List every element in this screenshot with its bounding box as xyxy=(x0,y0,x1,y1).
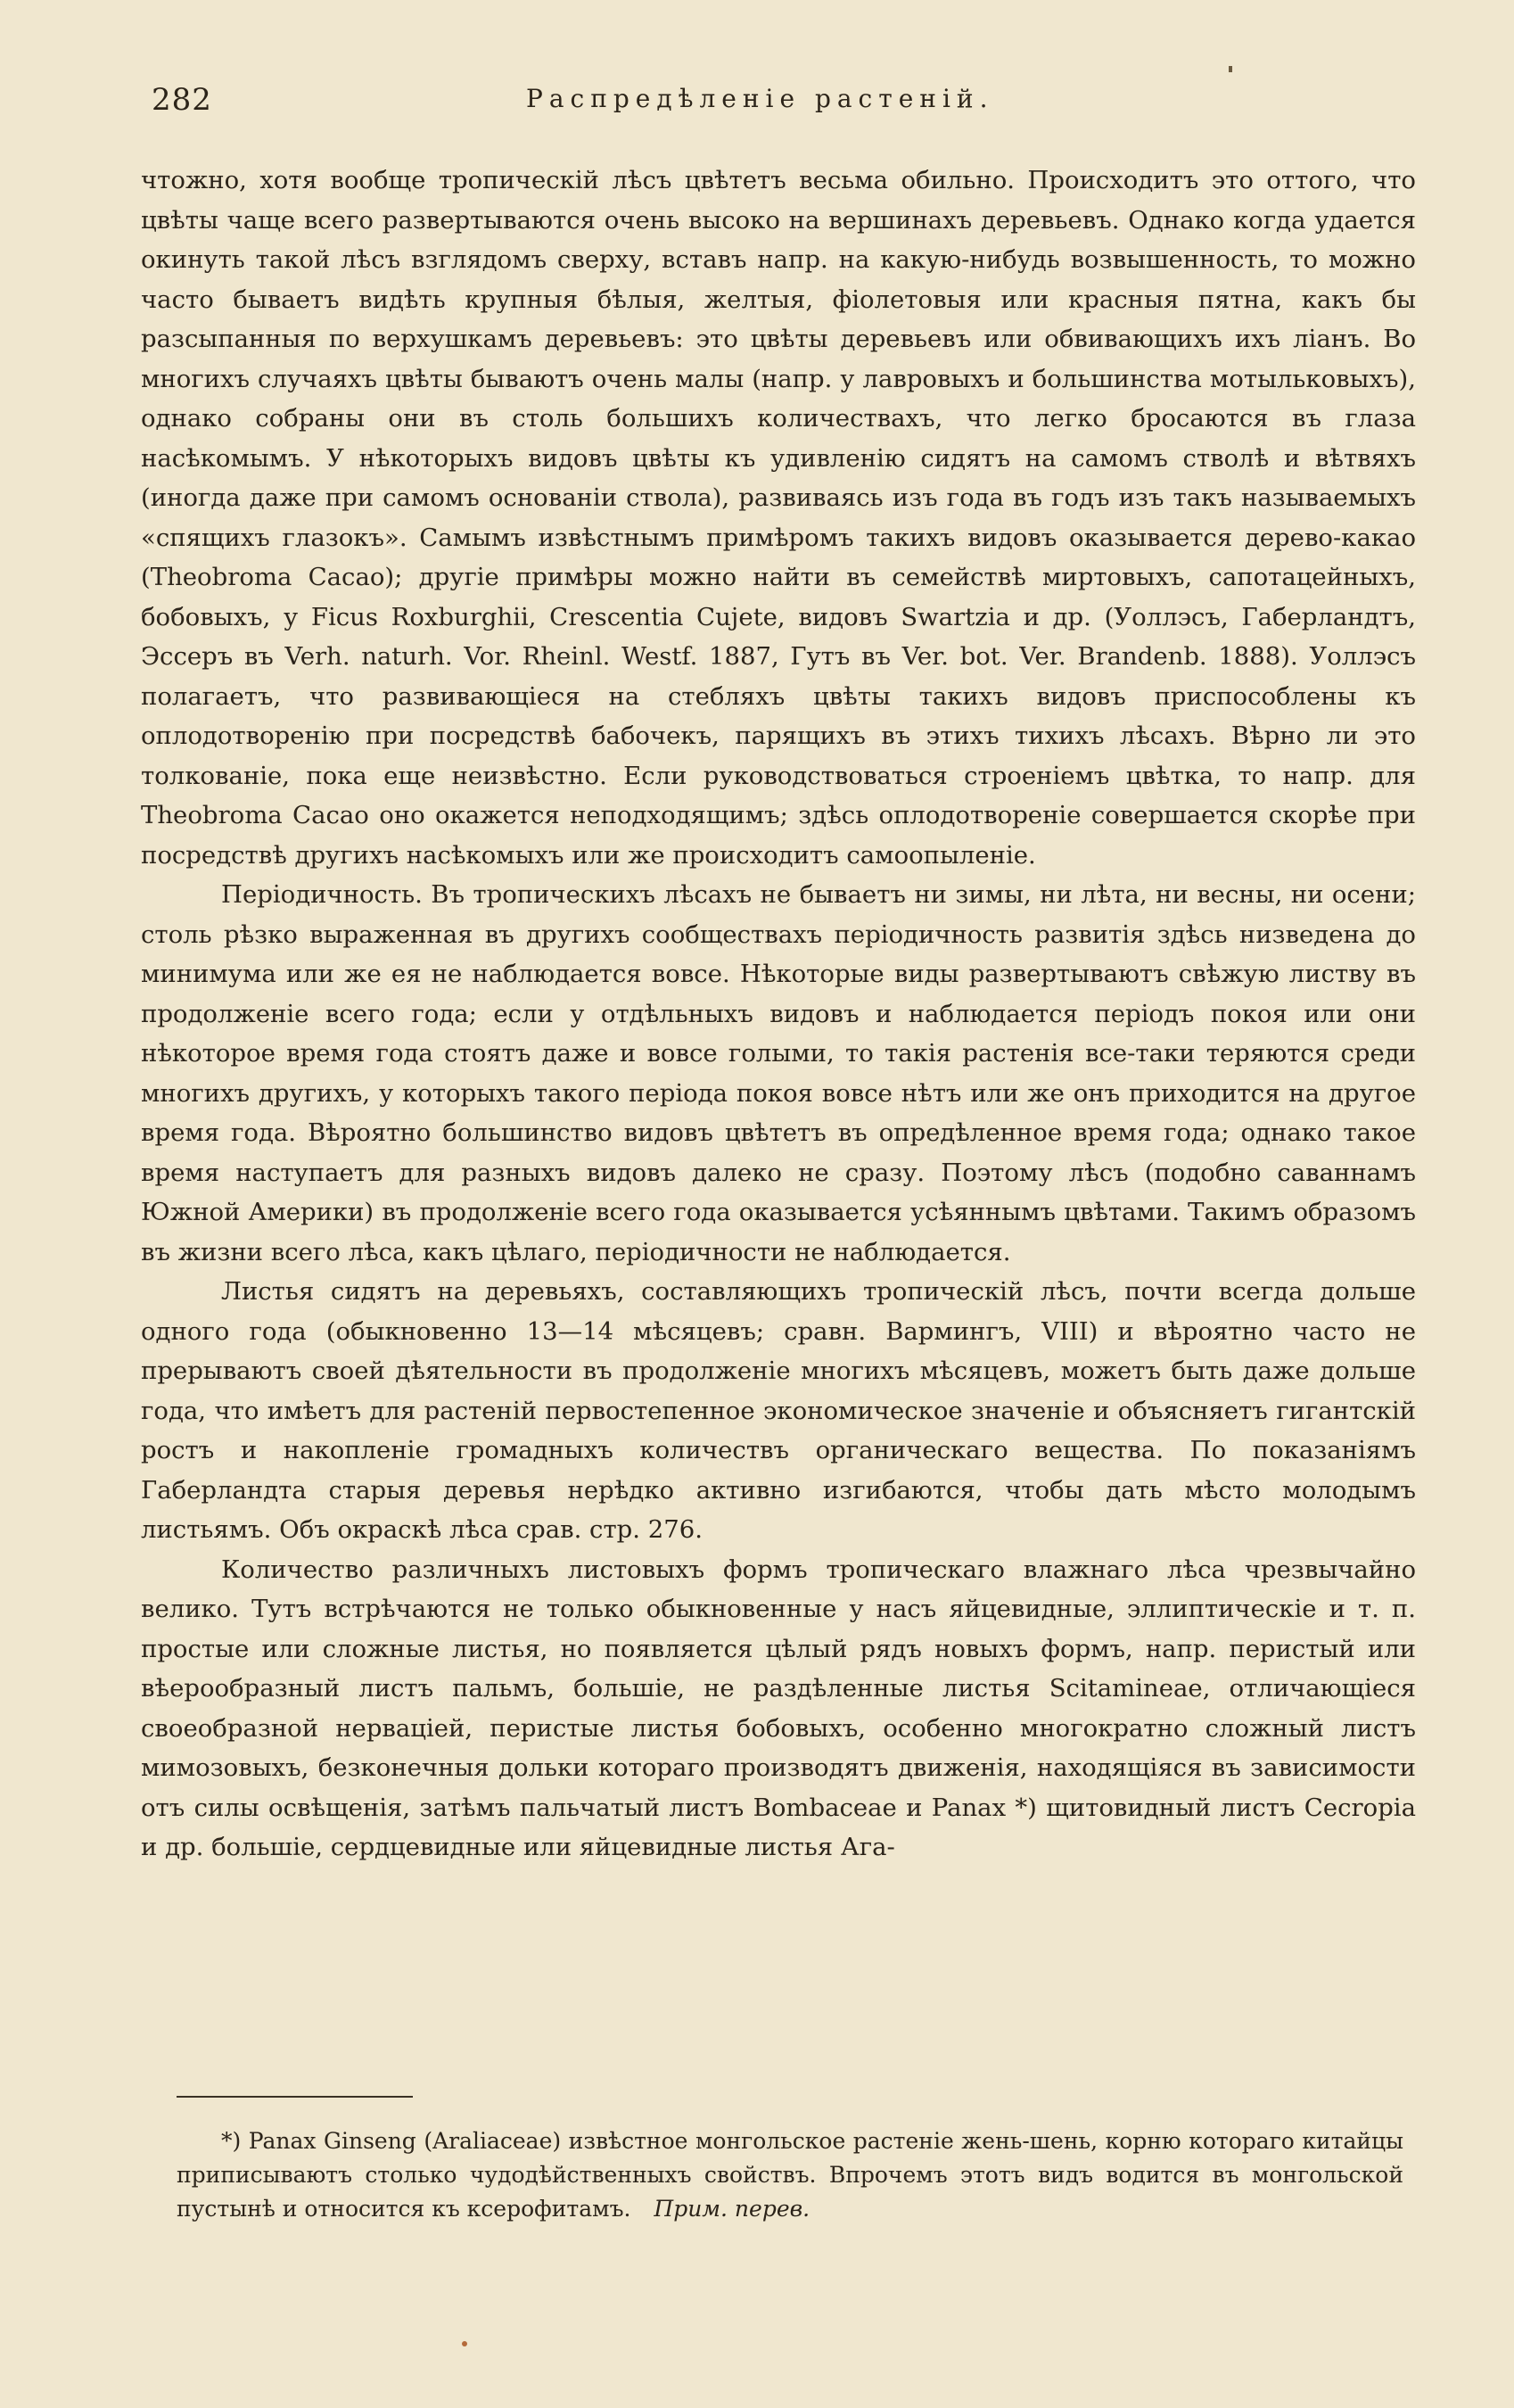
paper-speck xyxy=(462,2341,467,2346)
footnote xyxy=(177,2124,1403,2226)
paragraph-leaf-forms: Количество различныхъ листовыхъ формъ тропическаго влажнаго лѣса чрезвычайно велико. Тутъ встрѣчаются не только обыкновенные у насъ яйцевидные, эллиптическіе и т. п. простые или сложные листья, но появляется цѣлый рядъ новыхъ формъ, напр. перистый или вѣерообразный листъ пальмъ, большіе, не раздѣленные листья Scitamineae, отличающіеся своеобразной нерваціей, перистые листья бобовыхъ, особенно многократно сложный листъ мимозовыхъ, безконечныя дольки котораго производятъ движенія, находящіяся въ зависимости отъ силы освѣщенія, затѣмъ пальчатый листъ Bombaceae и Panax *) щитовидный листъ Cecropia и др. большіе, сердцевидные или яйцевидные листья Ага- xyxy=(141,1554,1416,1861)
print-mark xyxy=(1229,66,1232,72)
translator-note: Прим. перев. xyxy=(654,2196,810,2222)
paragraph-periodicity: Періодичность. Въ тропическихъ лѣсахъ не бываетъ ни зимы, ни лѣта, ни весны, ни осени; столь рѣзко выраженная въ другихъ сообществахъ періодичность развитія здѣсь низведена до минимума или же ея не наблюдается вовсе. Нѣкоторые виды развертываютъ свѣжую листву въ продолженіе всего года; если у отдѣльныхъ видовъ и наблюдается періодъ покоя или они нѣкоторое время года стоятъ даже и вовсе голыми, то такія растенія все-таки теряются среди многихъ другихъ, у которыхъ такого періода покоя вовсе нѣтъ или же онъ приходится на другое время года. Вѣроятно большинство видовъ цвѣтетъ въ опредѣленное время года; однако такое время наступаетъ для разныхъ видовъ далеко не сразу. Поэтому лѣсъ (подобно саваннамъ Южной Америки) въ продолженіе всего года оказывается усѣяннымъ цвѣтами. Такимъ образомъ въ жизни всего лѣса, какъ цѣлаго, періодичности не наблюдается. xyxy=(141,880,1416,1266)
page-header xyxy=(152,82,1418,127)
running-title: Распредѣленіе растеній. xyxy=(526,84,994,113)
footnote-text: *) Panax Ginseng (Araliaceae) извѣстное монгольское растеніе жень-шень, корню котораго китайцы приписываютъ столько чудодѣйственныхъ свойствъ. Впрочемъ этотъ видъ водится въ монгольской пустынѣ и относится къ ксерофитамъ. xyxy=(177,2128,1403,2222)
paragraph-leaves: Листья сидятъ на деревьяхъ, составляющихъ тропическій лѣсъ, почти всегда дольше одного года (обыкновенно 13—14 мѣсяцевъ; сравн. Вармингъ, VIII) и вѣроятно часто не прерываютъ своей дѣятельности въ продолженіе многихъ мѣсяцевъ, можетъ быть даже дольше года, что имѣетъ для растеній первостепенное экономическое значеніе и объясняетъ гигантскій ростъ и накопленіе громадныхъ количествъ органическаго вещества. По показаніямъ Габерландта старыя деревья нерѣдко активно изгибаются, чтобы дать мѣсто молодымъ листьямъ. Объ окраскѣ лѣса срав. стр. 276. xyxy=(141,1277,1416,1544)
paragraph-flowering: чтожно, хотя вообще тропическій лѣсъ цвѣтетъ весьма обильно. Происходитъ это оттого, что цвѣты чаще всего развертываются очень высоко на вершинахъ деревьевъ. Однако когда удается окинуть такой лѣсъ взглядомъ сверху, вставъ напр. на какую-нибудь возвышенность, то можно часто бываетъ видѣть крупныя бѣлыя, желтыя, фіолетовыя или красныя пятна, какъ бы разсыпанныя по верхушкамъ деревьевъ: это цвѣты деревьевъ или обвивающихъ ихъ ліанъ. Во многихъ случаяхъ цвѣты бываютъ очень малы (напр. у лавровыхъ и большинства мотыльковыхъ), однако собраны они въ столь большихъ количествахъ, что легко бросаются въ глаза насѣкомымъ. У нѣкоторыхъ видовъ цвѣты къ удивленію сидятъ на самомъ стволѣ и вѣтвяхъ (иногда даже при самомъ основаніи ствола), развиваясь изъ года въ годъ изъ такъ называемыхъ «спящихъ глазокъ». Самымъ извѣстнымъ примѣромъ такихъ видовъ оказывается дерево-какао (Theobroma Cacao); другіе примѣры можно найти въ семействѣ миртовыхъ, сапотацейныхъ, бобовыхъ, у Ficus Roxburghii, Crescentia Cujete, видовъ Swartzia и др. (Уоллэсъ, Габерландтъ, Эссеръ въ Verh. naturh. Vor. Rheinl. Westf. 1887, Гутъ въ Ver. bot. Ver. Brandenb. 1888). Уоллэсъ полагаетъ, что развивающіеся на стебляхъ цвѣты такихъ видовъ приспособлены къ оплодотворенію при посредствѣ бабочекъ, парящихъ въ этихъ тихихъ лѣсахъ. Вѣрно ли это толкованіе, пока еще неизвѣстно. Если руководствоваться строеніемъ цвѣтка, то напр. для Theobroma Cacao оно окажется неподходящимъ; здѣсь оплодотвореніе совершается скорѣе при посредствѣ другихъ насѣкомыхъ или же происходитъ самоопыленіе. xyxy=(141,166,1416,870)
body-text xyxy=(141,161,1416,1868)
page-number: 282 xyxy=(152,82,212,118)
footnote-divider xyxy=(177,2096,413,2098)
